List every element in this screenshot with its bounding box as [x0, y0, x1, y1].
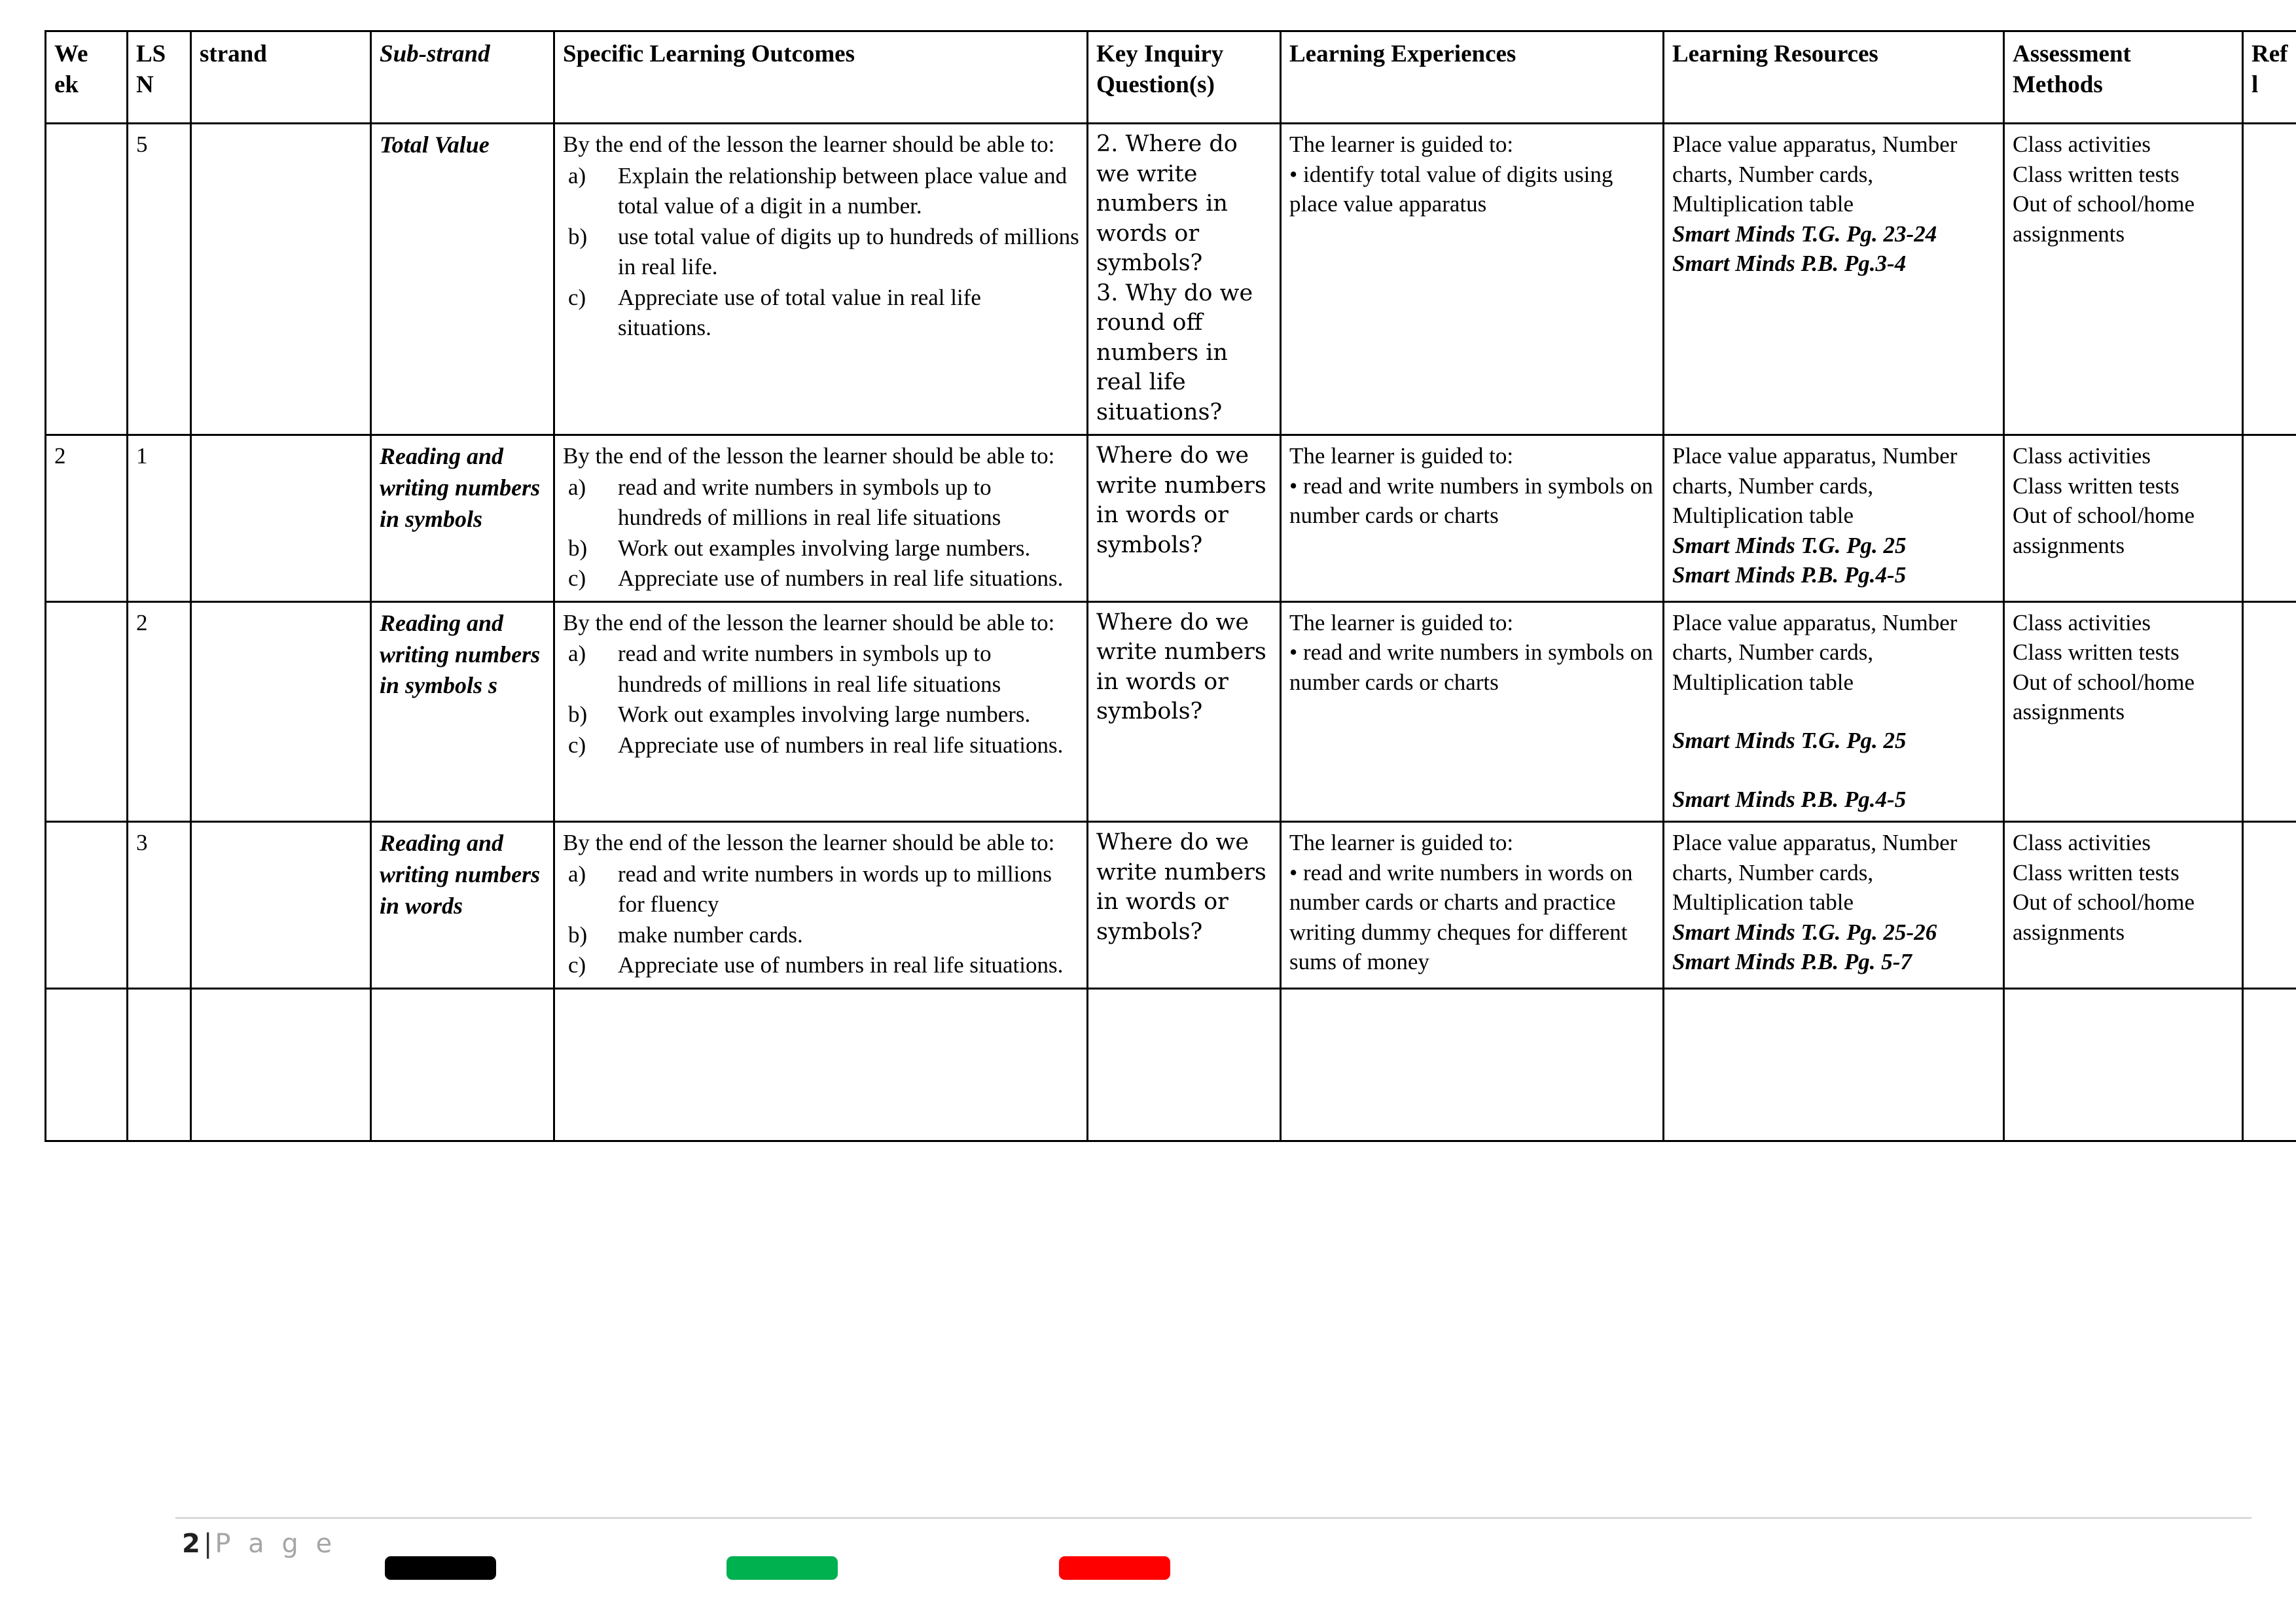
table-row	[46, 601, 2296, 822]
slo-list-item	[563, 533, 1080, 564]
header-ref: Ref l	[2243, 31, 2296, 124]
cell-specific-learning-outcomes	[554, 601, 1088, 822]
cell-sub-strand	[371, 988, 554, 1141]
header-week: We ek	[46, 31, 128, 124]
page-word: P a g e	[215, 1529, 337, 1559]
header-lsn: LS N	[128, 31, 191, 124]
cell-ref	[2243, 435, 2296, 602]
learning-resource-reference: Smart Minds T.G. Pg. 23-24	[1672, 221, 1937, 247]
slo-list	[563, 473, 1080, 594]
learning-resource-reference: Smart Minds P.B. Pg. 5-7	[1672, 949, 1912, 975]
slo-item-text: Appreciate use of numbers in real life situations.	[618, 732, 1064, 758]
cell-ref	[2243, 822, 2296, 989]
cell-week	[46, 988, 128, 1141]
slo-list-item	[563, 161, 1080, 222]
cell-lsn: 1	[128, 435, 191, 602]
slo-item-marker: c)	[568, 732, 586, 758]
cell-strand	[191, 988, 371, 1141]
black-swatch	[385, 1556, 496, 1580]
slo-list-item	[563, 639, 1080, 700]
scheme-of-work-table	[45, 30, 2296, 1142]
cell-learning-resources	[1664, 988, 2004, 1141]
slo-list-item	[563, 283, 1080, 344]
page-number-value: 2	[182, 1529, 201, 1559]
slo-item-marker: a)	[568, 474, 586, 500]
cell-assessment-methods	[2004, 601, 2243, 822]
green-swatch	[726, 1556, 838, 1580]
assessment-method: Class activities	[2013, 830, 2151, 856]
sub-strand-text: Reading and writing numbers in symbols	[380, 443, 541, 532]
cell-learning-resources	[1664, 435, 2004, 602]
slo-item-marker: b)	[568, 535, 588, 561]
header-assessment-methods: Assessment Methods	[2004, 31, 2243, 124]
learning-experience-lead: The learner is guided to:	[1289, 443, 1514, 469]
sub-strand-text: Reading and writing numbers in symbols s	[380, 609, 541, 699]
slo-item-text: make number cards.	[618, 921, 803, 948]
header-key-inquiry-questions: Key Inquiry Question(s)	[1088, 31, 1281, 124]
cell-learning-resources	[1664, 822, 2004, 989]
cell-learning-resources	[1664, 601, 2004, 822]
slo-item-text: use total value of digits up to hundreds of millions in real life.	[618, 223, 1079, 280]
slo-item-text: Work out examples involving large numbers.	[618, 702, 1031, 728]
learning-resource-reference: Smart Minds P.B. Pg.4-5	[1672, 786, 1907, 812]
learning-experience-bullet: • read and write numbers in symbols on number cards or charts	[1289, 639, 1653, 695]
cell-sub-strand	[371, 822, 554, 989]
cell-lsn	[128, 988, 191, 1141]
resource-spacer	[1672, 697, 1996, 726]
slo-list-item	[563, 950, 1080, 981]
header-learning-experiences: Learning Experiences	[1281, 31, 1664, 124]
learning-resource-reference: Smart Minds T.G. Pg. 25-26	[1672, 919, 1937, 945]
assessment-method: Class written tests	[2013, 473, 2179, 499]
cell-strand	[191, 435, 371, 602]
header-learning-resources: Learning Resources	[1664, 31, 2004, 124]
assessment-method: Class written tests	[2013, 161, 2179, 187]
cell-lsn: 2	[128, 601, 191, 822]
slo-item-marker: b)	[568, 702, 588, 728]
learning-experience-bullet: • identify total value of digits using place value apparatus	[1289, 161, 1613, 217]
table-row	[46, 435, 2296, 602]
slo-lead-text: By the end of the lesson the learner should be able to:	[563, 132, 1055, 157]
learning-experience-bullet: • read and write numbers in symbols on number cards or charts	[1289, 473, 1653, 528]
footer-divider	[175, 1517, 2251, 1519]
key-inquiry-question: Where do we write numbers in words or symbols?	[1096, 829, 1266, 945]
key-inquiry-question: Where do we write numbers in words or symbols?	[1096, 609, 1266, 725]
slo-lead-text: By the end of the lesson the learner should be able to:	[563, 443, 1055, 469]
page-number-separator: |	[203, 1529, 213, 1559]
cell-specific-learning-outcomes	[554, 124, 1088, 435]
slo-item-marker: a)	[568, 162, 586, 188]
slo-item-text: read and write numbers in words up to millions for fluency	[618, 861, 1052, 918]
cell-specific-learning-outcomes	[554, 822, 1088, 989]
cell-ref	[2243, 601, 2296, 822]
header-sub-strand: Sub-strand	[371, 31, 554, 124]
cell-key-inquiry-questions	[1088, 124, 1281, 435]
cell-lsn: 3	[128, 822, 191, 989]
resource-spacer	[1672, 756, 1996, 785]
slo-item-text: read and write numbers in symbols up to hundreds of millions in real life situations	[618, 474, 1001, 531]
learning-resource-list: Place value apparatus, Number charts, Number cards, Multiplication table	[1672, 609, 1958, 695]
cell-learning-experiences	[1281, 822, 1664, 989]
table-row	[46, 988, 2296, 1141]
cell-week	[46, 124, 128, 435]
learning-experience-bullet: • read and write numbers in words on number cards or charts and practice writing dummy cheques for different sums of money	[1289, 859, 1633, 975]
slo-item-text: Appreciate use of numbers in real life situations.	[618, 952, 1064, 978]
red-swatch	[1059, 1556, 1170, 1580]
header-specific-learning-outcomes: Specific Learning Outcomes	[554, 31, 1088, 124]
slo-item-marker: c)	[568, 952, 586, 978]
learning-resource-reference: Smart Minds T.G. Pg. 25	[1672, 532, 1907, 558]
cell-assessment-methods	[2004, 988, 2243, 1141]
cell-strand	[191, 822, 371, 989]
page-footer	[45, 1495, 2251, 1623]
slo-item-text: Work out examples involving large numbers.	[618, 535, 1031, 561]
slo-lead-text: By the end of the lesson the learner should be able to:	[563, 830, 1055, 856]
slo-list	[563, 639, 1080, 760]
cell-learning-experiences	[1281, 601, 1664, 822]
cell-week: 2	[46, 435, 128, 602]
cell-learning-experiences	[1281, 988, 1664, 1141]
cell-specific-learning-outcomes	[554, 988, 1088, 1141]
slo-list-item	[563, 920, 1080, 951]
slo-list-item	[563, 730, 1080, 761]
cell-sub-strand	[371, 435, 554, 602]
cell-learning-experiences	[1281, 124, 1664, 435]
learning-resource-list: Place value apparatus, Number charts, Number cards, Multiplication table	[1672, 830, 1958, 916]
slo-list-item	[563, 473, 1080, 533]
assessment-method: Class activities	[2013, 443, 2151, 469]
cell-key-inquiry-questions	[1088, 988, 1281, 1141]
learning-resource-reference: Smart Minds P.B. Pg.4-5	[1672, 562, 1907, 588]
learning-experience-lead: The learner is guided to:	[1289, 132, 1514, 157]
learning-resource-list: Place value apparatus, Number charts, Number cards, Multiplication table	[1672, 443, 1958, 528]
cell-assessment-methods	[2004, 822, 2243, 989]
slo-item-marker: a)	[568, 641, 586, 667]
slo-item-marker: a)	[568, 861, 586, 887]
cell-key-inquiry-questions	[1088, 435, 1281, 602]
cell-week	[46, 601, 128, 822]
learning-experience-lead: The learner is guided to:	[1289, 830, 1514, 856]
cell-lsn: 5	[128, 124, 191, 435]
table-body	[46, 31, 2296, 1141]
table-header-row	[46, 31, 2296, 124]
slo-list-item	[563, 700, 1080, 730]
assessment-method: Class written tests	[2013, 639, 2179, 666]
cell-specific-learning-outcomes	[554, 435, 1088, 602]
assessment-method: Class activities	[2013, 609, 2151, 635]
cell-assessment-methods	[2004, 435, 2243, 602]
slo-item-marker: c)	[568, 565, 586, 592]
learning-resource-reference: Smart Minds P.B. Pg.3-4	[1672, 251, 1907, 276]
slo-item-text: read and write numbers in symbols up to hundreds of millions in real life situations	[618, 641, 1001, 697]
assessment-method: Out of school/home assignments	[2013, 503, 2195, 558]
assessment-method: Class written tests	[2013, 859, 2179, 885]
slo-item-marker: b)	[568, 921, 588, 948]
key-inquiry-question: 2. Where do we write numbers in words or symbols?	[1096, 131, 1238, 276]
slo-list	[563, 859, 1080, 981]
slo-list-item	[563, 859, 1080, 920]
table-row	[46, 124, 2296, 435]
cell-week	[46, 822, 128, 989]
assessment-method: Class activities	[2013, 132, 2151, 157]
table-row	[46, 822, 2296, 989]
assessment-method: Out of school/home assignments	[2013, 889, 2195, 945]
cell-learning-resources	[1664, 124, 2004, 435]
cell-key-inquiry-questions	[1088, 822, 1281, 989]
cell-ref	[2243, 124, 2296, 435]
key-inquiry-question: 3. Why do we round off numbers in real life situations?	[1096, 279, 1253, 425]
cell-sub-strand	[371, 601, 554, 822]
slo-list-item	[563, 222, 1080, 283]
cell-ref	[2243, 988, 2296, 1141]
key-inquiry-question: Where do we write numbers in words or symbols?	[1096, 442, 1266, 558]
learning-experience-lead: The learner is guided to:	[1289, 609, 1514, 635]
sub-strand-text: Reading and writing numbers in words	[380, 830, 541, 919]
sub-strand-text: Total Value	[380, 132, 490, 158]
assessment-method: Out of school/home assignments	[2013, 669, 2195, 725]
cell-sub-strand	[371, 124, 554, 435]
cell-strand	[191, 124, 371, 435]
cell-strand	[191, 601, 371, 822]
slo-item-text: Appreciate use of total value in real life situations.	[618, 284, 981, 341]
slo-lead-text: By the end of the lesson the learner should be able to:	[563, 609, 1055, 635]
slo-list-item	[563, 563, 1080, 594]
slo-item-marker: c)	[568, 284, 586, 310]
slo-item-text: Appreciate use of numbers in real life situations.	[618, 565, 1064, 592]
header-strand: strand	[191, 31, 371, 124]
learning-resource-list: Place value apparatus, Number charts, Number cards, Multiplication table	[1672, 132, 1958, 217]
cell-key-inquiry-questions	[1088, 601, 1281, 822]
assessment-method: Out of school/home assignments	[2013, 191, 2195, 247]
page-number-label	[182, 1529, 336, 1559]
slo-item-marker: b)	[568, 223, 588, 249]
slo-list	[563, 161, 1080, 344]
slo-item-text: Explain the relationship between place value and total value of a digit in a number.	[618, 162, 1067, 219]
learning-resource-reference: Smart Minds T.G. Pg. 25	[1672, 728, 1907, 754]
cell-learning-experiences	[1281, 435, 1664, 602]
cell-assessment-methods	[2004, 124, 2243, 435]
